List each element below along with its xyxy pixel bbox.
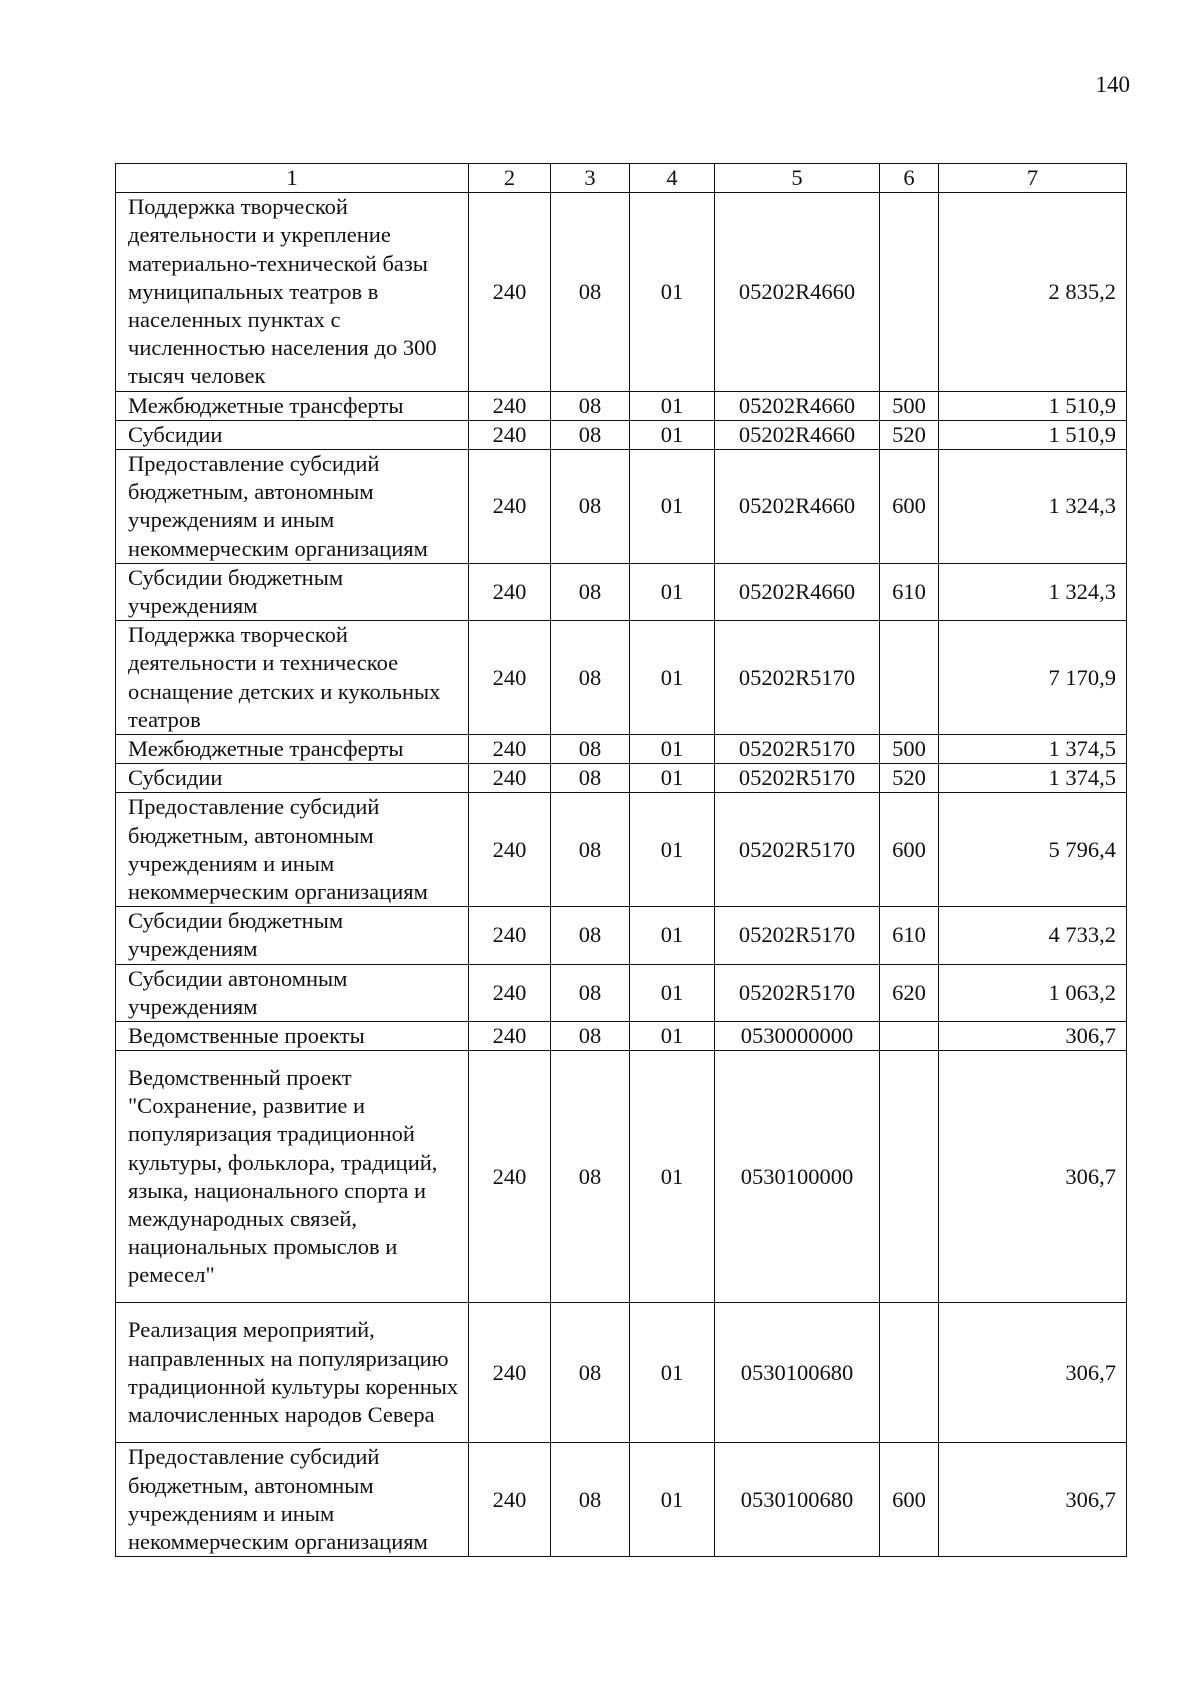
row-subsection-code: 01 xyxy=(630,391,715,420)
row-section-code: 08 xyxy=(551,563,630,620)
row-target-article: 05202R5170 xyxy=(715,764,880,793)
table-row xyxy=(116,1022,1127,1051)
table-row xyxy=(116,1443,1127,1557)
row-amount: 306,7 xyxy=(939,1443,1127,1557)
table-row xyxy=(116,907,1127,964)
row-section-code: 08 xyxy=(551,735,630,764)
header-cell-4: 4 xyxy=(630,164,715,193)
table-row xyxy=(116,1051,1127,1303)
row-subsection-code: 01 xyxy=(630,563,715,620)
row-section-code: 08 xyxy=(551,1051,630,1303)
row-subsection-code: 01 xyxy=(630,1443,715,1557)
header-cell-6: 6 xyxy=(880,164,939,193)
row-target-article: 05202R4660 xyxy=(715,563,880,620)
row-ministry-code: 240 xyxy=(469,907,551,964)
row-amount: 1 510,9 xyxy=(939,391,1127,420)
row-amount: 1 374,5 xyxy=(939,764,1127,793)
row-ministry-code: 240 xyxy=(469,621,551,735)
row-target-article: 05202R5170 xyxy=(715,964,880,1021)
row-section-code: 08 xyxy=(551,1303,630,1443)
header-cell-2: 2 xyxy=(469,164,551,193)
row-section-code: 08 xyxy=(551,450,630,564)
row-name: Межбюджетные трансферты xyxy=(116,735,469,764)
row-expense-type xyxy=(880,1303,939,1443)
table-row xyxy=(116,793,1127,907)
header-cell-5: 5 xyxy=(715,164,880,193)
row-target-article: 0530100680 xyxy=(715,1443,880,1557)
row-section-code: 08 xyxy=(551,621,630,735)
row-name: Субсидии xyxy=(116,764,469,793)
header-cell-3: 3 xyxy=(551,164,630,193)
row-amount: 306,7 xyxy=(939,1022,1127,1051)
row-name: Межбюджетные трансферты xyxy=(116,391,469,420)
row-ministry-code: 240 xyxy=(469,391,551,420)
row-expense-type xyxy=(880,1022,939,1051)
row-section-code: 08 xyxy=(551,391,630,420)
row-name: Поддержка творческой деятельности и укрепление материально-технической базы муниципальных театров в населенных пунктах с численностью населения до 300 тысяч человек xyxy=(116,193,469,391)
row-target-article: 0530100000 xyxy=(715,1051,880,1303)
row-name: Предоставление субсидий бюджетным, автономным учреждениям и иным некоммерческим организациям xyxy=(116,450,469,564)
row-expense-type xyxy=(880,621,939,735)
row-section-code: 08 xyxy=(551,793,630,907)
table-row xyxy=(116,764,1127,793)
table-row xyxy=(116,450,1127,564)
header-cell-7: 7 xyxy=(939,164,1127,193)
row-expense-type: 520 xyxy=(880,420,939,449)
row-ministry-code: 240 xyxy=(469,1051,551,1303)
row-subsection-code: 01 xyxy=(630,964,715,1021)
row-name: Субсидии xyxy=(116,420,469,449)
row-amount: 1 324,3 xyxy=(939,563,1127,620)
row-target-article: 05202R4660 xyxy=(715,193,880,391)
row-target-article: 05202R4660 xyxy=(715,420,880,449)
row-name: Субсидии бюджетным учреждениям xyxy=(116,563,469,620)
row-ministry-code: 240 xyxy=(469,964,551,1021)
row-subsection-code: 01 xyxy=(630,1051,715,1303)
row-target-article: 05202R4660 xyxy=(715,450,880,564)
row-subsection-code: 01 xyxy=(630,621,715,735)
row-amount: 2 835,2 xyxy=(939,193,1127,391)
row-section-code: 08 xyxy=(551,1443,630,1557)
row-expense-type: 610 xyxy=(880,907,939,964)
row-amount: 4 733,2 xyxy=(939,907,1127,964)
row-target-article: 0530100680 xyxy=(715,1303,880,1443)
row-ministry-code: 240 xyxy=(469,735,551,764)
row-subsection-code: 01 xyxy=(630,1303,715,1443)
row-ministry-code: 240 xyxy=(469,764,551,793)
header-row xyxy=(116,164,1127,193)
row-subsection-code: 01 xyxy=(630,764,715,793)
row-name: Реализация мероприятий, направленных на популяризацию традиционной культуры коренных малочисленных народов Севера xyxy=(116,1303,469,1443)
row-expense-type: 600 xyxy=(880,793,939,907)
row-target-article: 05202R5170 xyxy=(715,735,880,764)
row-expense-type: 600 xyxy=(880,450,939,564)
row-section-code: 08 xyxy=(551,1022,630,1051)
row-expense-type: 520 xyxy=(880,764,939,793)
row-amount: 1 324,3 xyxy=(939,450,1127,564)
row-subsection-code: 01 xyxy=(630,420,715,449)
row-amount: 1 510,9 xyxy=(939,420,1127,449)
row-ministry-code: 240 xyxy=(469,193,551,391)
table-row xyxy=(116,1303,1127,1443)
row-name: Поддержка творческой деятельности и техническое оснащение детских и кукольных театров xyxy=(116,621,469,735)
row-name: Субсидии бюджетным учреждениям xyxy=(116,907,469,964)
row-target-article: 05202R5170 xyxy=(715,793,880,907)
row-expense-type: 500 xyxy=(880,391,939,420)
row-section-code: 08 xyxy=(551,420,630,449)
header-cell-1: 1 xyxy=(116,164,469,193)
row-subsection-code: 01 xyxy=(630,793,715,907)
row-subsection-code: 01 xyxy=(630,1022,715,1051)
row-section-code: 08 xyxy=(551,764,630,793)
row-amount: 1 374,5 xyxy=(939,735,1127,764)
row-expense-type: 620 xyxy=(880,964,939,1021)
row-section-code: 08 xyxy=(551,193,630,391)
row-ministry-code: 240 xyxy=(469,1022,551,1051)
row-section-code: 08 xyxy=(551,907,630,964)
row-subsection-code: 01 xyxy=(630,735,715,764)
row-amount: 306,7 xyxy=(939,1303,1127,1443)
row-ministry-code: 240 xyxy=(469,563,551,620)
row-name: Субсидии автономным учреждениям xyxy=(116,964,469,1021)
row-target-article: 0530000000 xyxy=(715,1022,880,1051)
row-ministry-code: 240 xyxy=(469,420,551,449)
row-expense-type: 500 xyxy=(880,735,939,764)
row-amount: 306,7 xyxy=(939,1051,1127,1303)
row-expense-type: 600 xyxy=(880,1443,939,1557)
row-subsection-code: 01 xyxy=(630,450,715,564)
table-row xyxy=(116,621,1127,735)
budget-table-body xyxy=(116,164,1127,1557)
row-ministry-code: 240 xyxy=(469,793,551,907)
row-target-article: 05202R5170 xyxy=(715,907,880,964)
row-name: Ведомственный проект "Сохранение, развитие и популяризация традиционной культуры, фольклора, традиций, языка, национального спорта и международных связей, национальных промыслов и ремесел" xyxy=(116,1051,469,1303)
row-section-code: 08 xyxy=(551,964,630,1021)
row-amount: 5 796,4 xyxy=(939,793,1127,907)
budget-table xyxy=(115,163,1127,1557)
row-target-article: 05202R5170 xyxy=(715,621,880,735)
table-row xyxy=(116,964,1127,1021)
row-name: Предоставление субсидий бюджетным, автономным учреждениям и иным некоммерческим организациям xyxy=(116,793,469,907)
row-amount: 7 170,9 xyxy=(939,621,1127,735)
row-expense-type xyxy=(880,1051,939,1303)
table-row xyxy=(116,563,1127,620)
row-name: Ведомственные проекты xyxy=(116,1022,469,1051)
table-row xyxy=(116,735,1127,764)
table-row xyxy=(116,420,1127,449)
row-ministry-code: 240 xyxy=(469,1443,551,1557)
row-ministry-code: 240 xyxy=(469,450,551,564)
table-row xyxy=(116,193,1127,391)
row-amount: 1 063,2 xyxy=(939,964,1127,1021)
row-expense-type: 610 xyxy=(880,563,939,620)
row-ministry-code: 240 xyxy=(469,1303,551,1443)
row-expense-type xyxy=(880,193,939,391)
row-name: Предоставление субсидий бюджетным, автономным учреждениям и иным некоммерческим организациям xyxy=(116,1443,469,1557)
row-subsection-code: 01 xyxy=(630,193,715,391)
table-row xyxy=(116,391,1127,420)
page-number: 140 xyxy=(1095,72,1130,97)
row-target-article: 05202R4660 xyxy=(715,391,880,420)
row-subsection-code: 01 xyxy=(630,907,715,964)
